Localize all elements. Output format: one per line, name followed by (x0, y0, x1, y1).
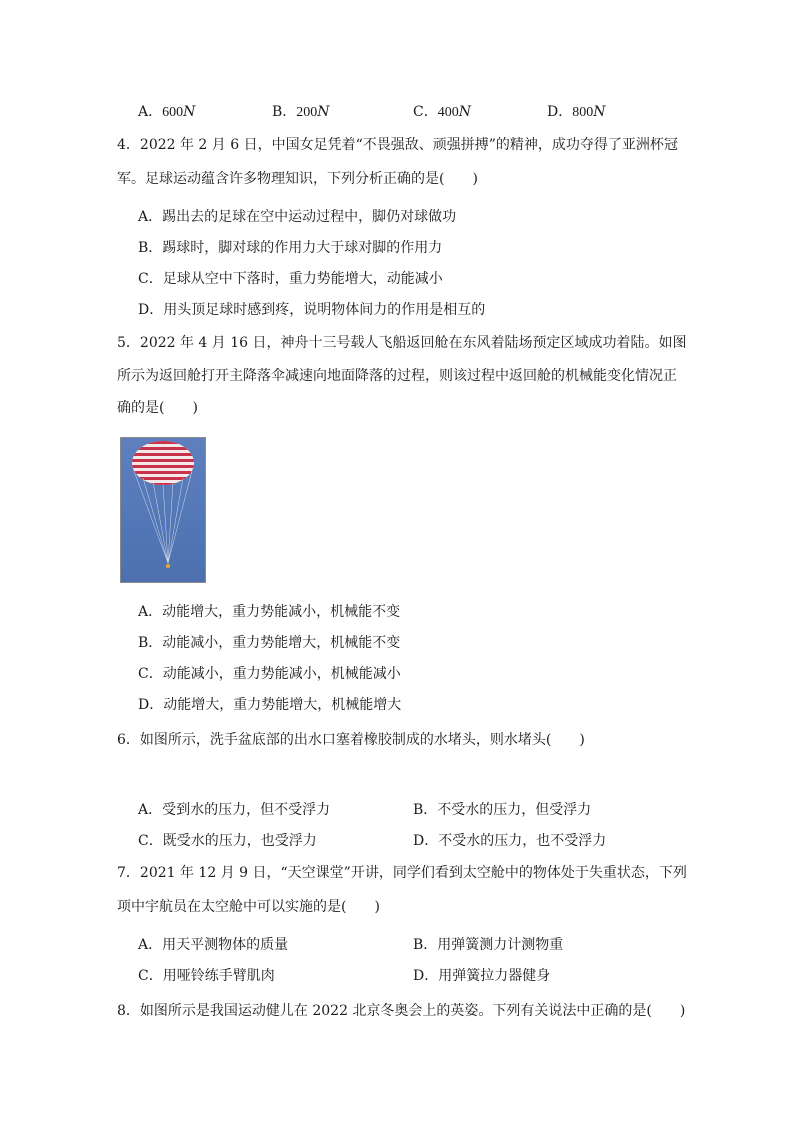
q7-option-b: B．用弹簧测力计测物重 (413, 937, 564, 953)
q3-option-c: C．400N (413, 104, 471, 120)
parachute-photo (120, 437, 206, 583)
q6-option-d: D．不受水的压力，也不受浮力 (413, 833, 607, 849)
q7-option-d: D．用弹簧拉力器健身 (413, 968, 551, 984)
q3-option-d: D．800N (547, 104, 606, 120)
q4-option-b: B．踢球时，脚对球的作用力大于球对脚的作用力 (138, 240, 443, 256)
q4-option-a: A．踢出去的足球在空中运动过程中，脚仍对球做功 (138, 209, 457, 225)
q5-option-a: A．动能增大，重力势能减小，机械能不变 (138, 604, 401, 620)
parachute-lines (134, 471, 192, 563)
q7-option-a: A．用天平测物体的质量 (138, 937, 289, 953)
q6-option-a: A．受到水的压力，但不受浮力 (138, 802, 331, 818)
q5-stem-line3: 确的是( ) (117, 400, 198, 416)
q7-stem-line2: 项中宇航员在太空舱中可以实施的是( ) (117, 899, 380, 915)
parachute-canopy (121, 438, 205, 488)
q5-stem-line2: 所示为返回舱打开主降落伞减速向地面降落的过程，则该过程中返回舱的机械能变化情况正 (117, 368, 677, 384)
q5-option-b: B．动能减小，重力势能增大，机械能不变 (138, 635, 401, 651)
q4-stem-line2: 军。足球运动蕴含许多物理知识，下列分析正确的是( ) (117, 171, 478, 187)
q7-option-c: C．用哑铃练手臂肌肉 (138, 968, 275, 984)
q8-stem-line1: 8．如图所示是我国运动健儿在 2022 北京冬奥会上的英姿。下列有关说法中正确的是( ) (117, 1003, 686, 1019)
q4-stem-line1: 4．2022 年 2 月 6 日，中国女足凭着“不畏强敌、顽强拼搏”的精神，成功夺得了亚洲杯冠 (117, 137, 678, 153)
q3-option-a: A．600N (138, 104, 196, 120)
q4-option-d: D．用头顶足球时感到疼，说明物体间力的作用是相互的 (138, 302, 486, 318)
q5-stem-line1: 5．2022 年 4 月 16 日，神舟十三号载人飞船返回舱在东风着陆场预定区域成功着陆。如图 (117, 335, 687, 351)
q4-option-c: C．足球从空中下落时，重力势能增大，动能减小 (138, 271, 443, 287)
return-capsule (166, 564, 170, 568)
q6-option-b: B．不受水的压力，但受浮力 (413, 802, 592, 818)
q7-stem-line1: 7．2021 年 12 月 9 日，“天空课堂”开讲，同学们看到太空舱中的物体处于失重状态，下列 (117, 865, 687, 881)
q6-option-c: C．既受水的压力，也受浮力 (138, 833, 317, 849)
parachute-illustration (121, 438, 205, 582)
q6-stem-line1: 6．如图所示，洗手盆底部的出水口塞着橡胶制成的水堵头，则水堵头( ) (117, 732, 585, 748)
q5-option-c: C．动能减小，重力势能减小，机械能减小 (138, 666, 401, 682)
q5-option-d: D．动能增大，重力势能增大，机械能增大 (138, 697, 402, 713)
q3-option-b: B．200N (272, 104, 330, 120)
